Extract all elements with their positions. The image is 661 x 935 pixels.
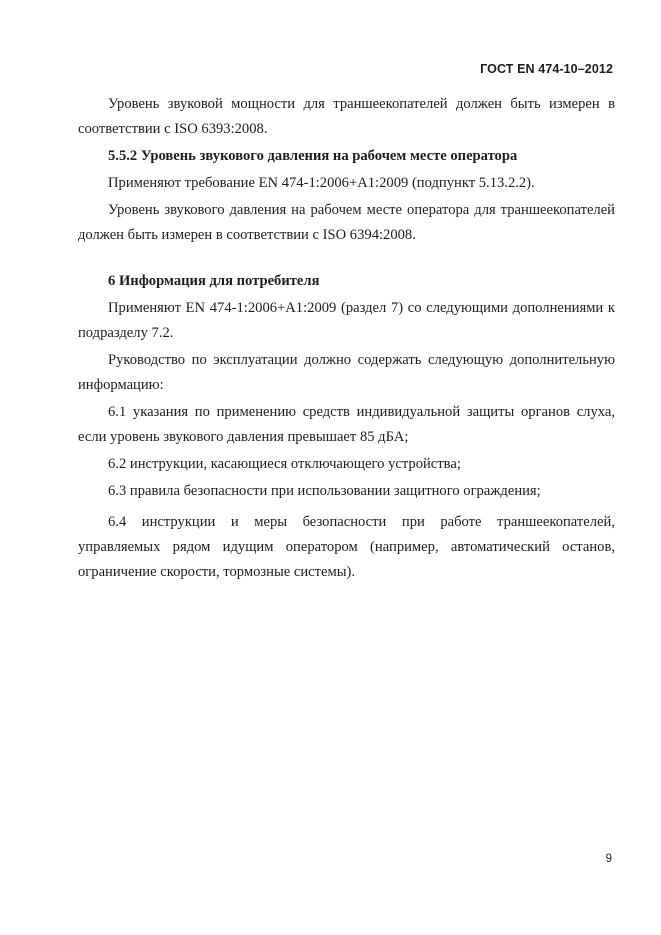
- section-heading-5-5-2: 5.5.2 Уровень звукового давления на рабочем месте оператора: [108, 148, 518, 164]
- page-number: 9: [605, 853, 612, 865]
- paragraph-manual-requirements: Руководство по эксплуатации должно содержать следующую дополнительную информацию:: [78, 352, 615, 393]
- paragraph-requirement-reference: Применяют требование EN 474-1:2006+A1:2009 (подпункт 5.13.2.2).: [108, 175, 535, 191]
- paragraph-sound-pressure: Уровень звукового давления на рабочем месте оператора для траншеекопателей должен быть измерен в соответствии с ISO 6394:2008.: [78, 202, 615, 243]
- document-body: [78, 92, 615, 587]
- standard-code-header: ГОСТ EN 474-10–2012: [480, 62, 613, 76]
- list-item-6-3: 6.3 правила безопасности при использовании защитного ограждения;: [108, 483, 541, 499]
- paragraph-sound-power: Уровень звуковой мощности для траншеекопателей должен быть измерен в соответствии с ISO 6393:2008.: [78, 96, 615, 137]
- list-item-6-2: 6.2 инструкции, касающиеся отключающего устройства;: [108, 456, 461, 472]
- list-item-6-4: 6.4 инструкции и меры безопасности при работе траншеекопателей, управляемых рядом идущим оператором (например, автоматический останов, ограничение скорости, тормозные системы).: [78, 514, 615, 580]
- paragraph-section-7-reference: Применяют EN 474-1:2006+A1:2009 (раздел 7) со следующими дополнениями к подразделу 7.2.: [78, 300, 615, 341]
- section-heading-6: 6 Информация для потребителя: [108, 273, 320, 289]
- list-item-6-1: 6.1 указания по применению средств индивидуальной защиты органов слуха, если уровень звукового давления превышает 85 дБА;: [78, 404, 615, 445]
